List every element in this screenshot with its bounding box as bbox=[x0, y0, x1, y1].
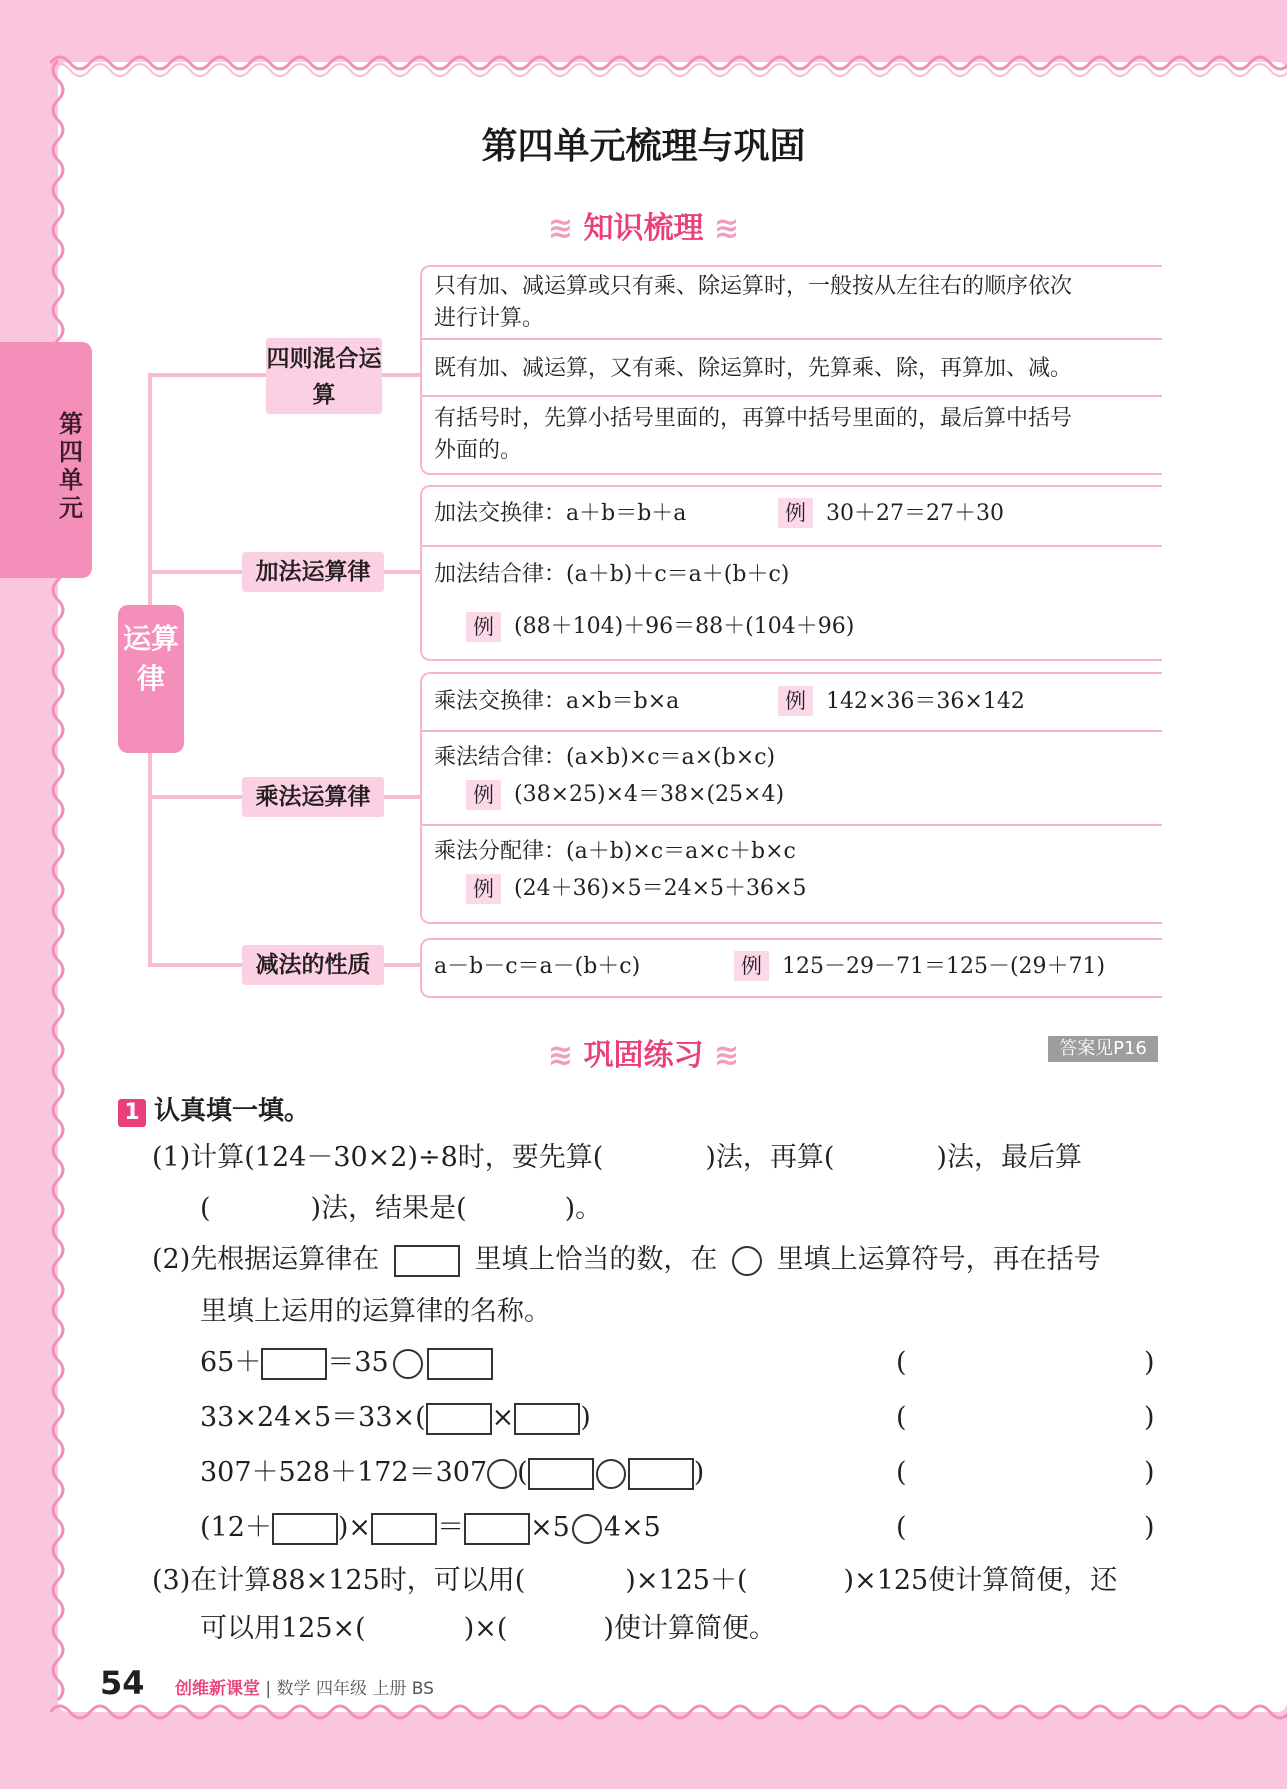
equation-3 bbox=[200, 1456, 704, 1490]
q-text: (12＋ bbox=[200, 1512, 272, 1543]
row-divider bbox=[422, 395, 1162, 397]
equation-4 bbox=[200, 1511, 661, 1545]
law-answer-paren-close: ) bbox=[1144, 1512, 1155, 1543]
main-category-label: 运算律 bbox=[118, 605, 184, 753]
fill-box[interactable] bbox=[371, 1513, 437, 1545]
law-answer-paren-open: ( bbox=[896, 1402, 907, 1433]
q-text: ( bbox=[200, 1193, 211, 1224]
q-text: ＝35 bbox=[327, 1347, 389, 1378]
example-badge: 例 bbox=[466, 612, 501, 642]
page-title: 第四单元梳理与巩固 bbox=[481, 126, 806, 167]
q1-part3-line1 bbox=[152, 1564, 1117, 1598]
mul-commutative-law: 乘法交换律：a×b＝b×a bbox=[434, 689, 680, 714]
example-badge: 例 bbox=[734, 951, 769, 981]
q-text: 里填上恰当的数，在 bbox=[474, 1244, 718, 1275]
wave-deco-icon: ≋ bbox=[547, 211, 574, 246]
mul-laws-box bbox=[420, 672, 1162, 924]
wavy-border-left bbox=[46, 60, 70, 1710]
example-badge: 例 bbox=[778, 686, 813, 716]
sub-property-rule: a－b－c＝a－(b＋c) bbox=[434, 954, 641, 979]
wavy-border-top bbox=[50, 48, 1287, 78]
sub-property-example: 125－29－71＝125－(29＋71) bbox=[782, 954, 1106, 979]
question-1-title: 认真填一填。 bbox=[154, 1096, 311, 1126]
fill-circle[interactable] bbox=[393, 1349, 423, 1379]
mixed-rule-2: 既有加、减运算，又有乘、除运算时，先算乘、除，再算加、减。 bbox=[434, 356, 1073, 381]
law-answer-paren-close: ) bbox=[1144, 1457, 1155, 1488]
q-text: )法，最后算 bbox=[936, 1142, 1082, 1173]
q-text: )使计算简便。 bbox=[603, 1613, 776, 1644]
q-text: 里填上运算符号，再在括号 bbox=[776, 1244, 1101, 1275]
question-number-badge: 1 bbox=[118, 1099, 146, 1127]
category-add-laws: 加法运算律 bbox=[242, 552, 384, 592]
tree-branch-line bbox=[384, 963, 422, 967]
mixed-ops-rules-box bbox=[420, 265, 1162, 475]
q1-part3-line2 bbox=[200, 1612, 776, 1646]
fill-box[interactable] bbox=[528, 1458, 594, 1490]
fill-circle[interactable] bbox=[596, 1459, 626, 1489]
add-commutative-law: 加法交换律：a＋b＝b＋a bbox=[434, 501, 687, 526]
add-laws-box bbox=[420, 485, 1162, 661]
mixed-rule-3-line2: 外面的。 bbox=[434, 438, 523, 463]
wave-deco-icon: ≋ bbox=[713, 211, 740, 246]
section-practice-label: 巩固练习 bbox=[583, 1038, 704, 1073]
question-1-heading bbox=[118, 1090, 310, 1127]
category-sub-property: 减法的性质 bbox=[242, 945, 384, 985]
tree-branch-line bbox=[384, 795, 422, 799]
sub-property-box bbox=[420, 938, 1162, 998]
example-badge: 例 bbox=[466, 780, 501, 810]
mul-commutative-example: 142×36＝36×142 bbox=[826, 689, 1025, 714]
mul-associative-law: 乘法结合律：(a×b)×c＝a×(b×c) bbox=[434, 745, 776, 770]
q1-part1-line1 bbox=[152, 1141, 1082, 1175]
law-answer-paren-close: ) bbox=[1144, 1347, 1155, 1378]
tree-branch-line bbox=[148, 373, 268, 377]
fill-box[interactable] bbox=[514, 1403, 580, 1435]
q1-part2-line2: 里填上运用的运算律的名称。 bbox=[200, 1296, 551, 1327]
q-text: )法，再算( bbox=[705, 1142, 835, 1173]
q-text: (2)先根据运算律在 bbox=[152, 1244, 380, 1275]
fill-circle[interactable] bbox=[487, 1459, 517, 1489]
q-text: ( bbox=[517, 1457, 528, 1488]
wavy-border-bottom bbox=[50, 1700, 1287, 1730]
section-knowledge-title bbox=[0, 203, 1287, 247]
q-text: )×125＋( bbox=[625, 1565, 748, 1596]
q-text: )×125使计算简便，还 bbox=[843, 1565, 1118, 1596]
row-divider bbox=[422, 545, 1162, 547]
row-divider bbox=[422, 730, 1162, 732]
tree-branch-line bbox=[382, 373, 422, 377]
fill-box[interactable] bbox=[272, 1513, 338, 1545]
fill-box[interactable] bbox=[261, 1348, 327, 1380]
sample-box-icon bbox=[394, 1245, 460, 1277]
q-text: (1)计算(124－30×2)÷8时，要先算( bbox=[152, 1142, 604, 1173]
q-text: ) bbox=[693, 1457, 705, 1488]
example-badge: 例 bbox=[466, 874, 501, 904]
footer-brand: 创维新课堂 bbox=[175, 1679, 260, 1699]
q-text: ＝ bbox=[437, 1512, 465, 1543]
mixed-rule-1-line1: 只有加、减运算或只有乘、除运算时，一般按从左往右的顺序依次 bbox=[434, 274, 1073, 299]
law-answer-paren-open: ( bbox=[896, 1347, 907, 1378]
q1-part1-line2 bbox=[200, 1192, 602, 1226]
equation-2 bbox=[200, 1401, 591, 1435]
fill-box[interactable] bbox=[464, 1513, 530, 1545]
answer-reference-tag: 答案见P16 bbox=[1048, 1036, 1158, 1062]
tree-branch-line bbox=[148, 570, 248, 574]
law-answer-paren-close: ) bbox=[1144, 1402, 1155, 1433]
q-text: ) bbox=[580, 1402, 591, 1433]
category-mixed-ops: 四则混合运算 bbox=[266, 338, 382, 414]
row-divider bbox=[422, 824, 1162, 826]
tree-branch-line bbox=[148, 795, 248, 799]
q-text: 4×5 bbox=[603, 1512, 661, 1543]
q-text: )。 bbox=[564, 1193, 603, 1224]
tree-branch-line bbox=[148, 963, 248, 967]
example-badge: 例 bbox=[778, 498, 813, 528]
wave-deco-icon: ≋ bbox=[713, 1038, 740, 1073]
wave-deco-icon: ≋ bbox=[547, 1038, 574, 1073]
q-text: ×5 bbox=[530, 1512, 570, 1543]
q-text: )× bbox=[337, 1512, 372, 1543]
tree-branch-line bbox=[384, 570, 422, 574]
footer-book-info: 数学 四年级 上册 BS bbox=[276, 1679, 434, 1699]
section-knowledge-label: 知识梳理 bbox=[583, 211, 704, 246]
q-text: (3)在计算88×125时，可以用( bbox=[152, 1565, 526, 1596]
q-text: × bbox=[491, 1402, 515, 1433]
equation-1 bbox=[200, 1346, 493, 1380]
q-text: 307＋528＋172＝307 bbox=[200, 1457, 488, 1488]
mul-associative-example: (38×25)×4＝38×(25×4) bbox=[514, 782, 785, 807]
add-commutative-example: 30＋27＝27＋30 bbox=[826, 501, 1004, 526]
sample-circle-icon bbox=[732, 1246, 762, 1276]
mul-distributive-law: 乘法分配律：(a＋b)×c＝a×c＋b×c bbox=[434, 839, 796, 864]
q1-part2-line1 bbox=[152, 1243, 1101, 1277]
mixed-rule-1-line2: 进行计算。 bbox=[434, 306, 545, 331]
unit-side-tab-label: 第四单元 bbox=[59, 410, 83, 522]
add-associative-law: 加法结合律：(a＋b)＋c＝a＋(b＋c) bbox=[434, 562, 790, 587]
q-text: )法，结果是( bbox=[310, 1193, 467, 1224]
fill-box[interactable] bbox=[426, 1403, 492, 1435]
add-associative-example: (88＋104)＋96＝88＋(104＋96) bbox=[514, 614, 855, 639]
footer-divider: | bbox=[260, 1679, 277, 1699]
page-number: 54 bbox=[100, 1664, 145, 1702]
q-text: 33×24×5＝33×( bbox=[200, 1402, 426, 1433]
fill-box[interactable] bbox=[427, 1348, 493, 1380]
mixed-rule-3-line1: 有括号时，先算小括号里面的，再算中括号里面的，最后算中括号 bbox=[434, 406, 1073, 431]
q-text: 可以用125×( bbox=[200, 1613, 366, 1644]
fill-box[interactable] bbox=[628, 1458, 694, 1490]
law-answer-paren-open: ( bbox=[896, 1512, 907, 1543]
fill-circle[interactable] bbox=[572, 1514, 602, 1544]
row-divider bbox=[422, 338, 1162, 340]
category-mul-laws: 乘法运算律 bbox=[242, 777, 384, 817]
q-text: 65＋ bbox=[200, 1347, 262, 1378]
footer-info bbox=[175, 1674, 434, 1699]
q-text: )×( bbox=[463, 1613, 508, 1644]
law-answer-paren-open: ( bbox=[896, 1457, 907, 1488]
mul-distributive-example: (24＋36)×5＝24×5＋36×5 bbox=[514, 876, 807, 901]
